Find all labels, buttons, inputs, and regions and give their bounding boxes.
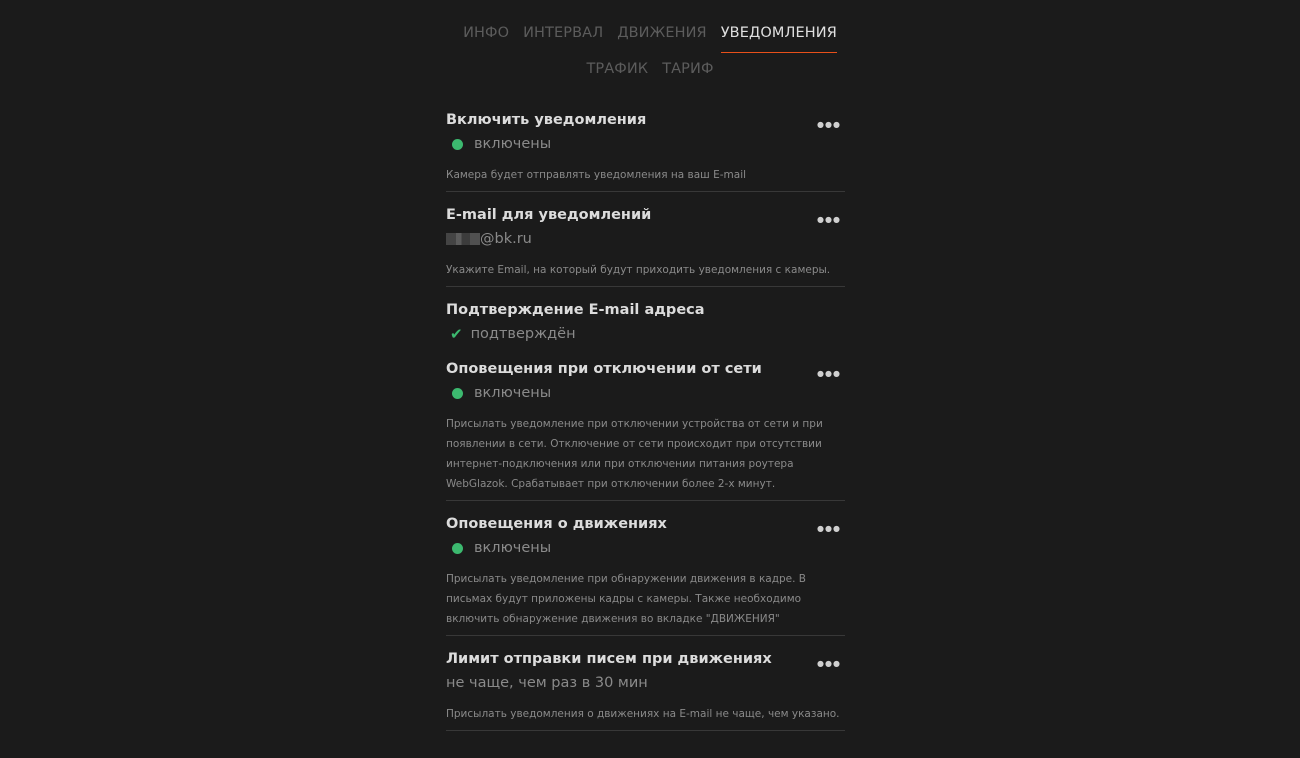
setting-description: Укажите Email, на который будут приходить уведомления с камеры. bbox=[446, 264, 831, 276]
status-dot-icon bbox=[452, 388, 463, 399]
setting-status bbox=[446, 381, 845, 405]
setting-motion-email-limit bbox=[446, 636, 845, 731]
setting-offline-alerts bbox=[446, 346, 845, 501]
status-dot-icon bbox=[452, 139, 463, 150]
redacted-email bbox=[446, 233, 480, 245]
tab-traffic[interactable]: ТРАФИК bbox=[586, 61, 649, 77]
more-options-icon[interactable]: ●●● bbox=[817, 369, 841, 378]
email-domain: @bk.ru bbox=[480, 231, 532, 247]
setting-email bbox=[446, 192, 845, 287]
setting-title: Оповещения о движениях bbox=[446, 516, 667, 532]
tab-motion[interactable]: ДВИЖЕНИЯ bbox=[617, 25, 707, 41]
setting-status bbox=[446, 132, 845, 156]
checkmark-icon: ✔ bbox=[450, 325, 463, 343]
tab-tariff[interactable]: ТАРИФ bbox=[662, 61, 714, 77]
setting-title: E-mail для уведомлений bbox=[446, 207, 652, 223]
setting-description: Камера будет отправлять уведомления на ваш E-mail bbox=[446, 169, 747, 181]
more-options-icon[interactable]: ●●● bbox=[817, 120, 841, 129]
tab-notifications[interactable]: УВЕДОМЛЕНИЯ bbox=[721, 20, 837, 53]
setting-title: Лимит отправки писем при движениях bbox=[446, 651, 772, 667]
setting-description: Присылать уведомления о движениях на E-mail не чаще, чем указано. bbox=[446, 708, 840, 720]
status-text: включены bbox=[474, 540, 552, 556]
setting-title: Включить уведомления bbox=[446, 112, 647, 128]
setting-value: не чаще, чем раз в 30 мин bbox=[446, 675, 648, 691]
more-options-icon[interactable]: ●●● bbox=[817, 215, 841, 224]
setting-status bbox=[446, 322, 845, 346]
tab-bar bbox=[0, 20, 1300, 92]
setting-value bbox=[446, 227, 845, 251]
tab-interval[interactable]: ИНТЕРВАЛ bbox=[523, 25, 604, 41]
setting-email-confirmation bbox=[446, 287, 845, 346]
setting-motion-alerts bbox=[446, 501, 845, 636]
setting-title: Оповещения при отключении от сети bbox=[446, 361, 762, 377]
more-options-icon[interactable]: ●●● bbox=[817, 659, 841, 668]
status-text: включены bbox=[474, 385, 552, 401]
settings-list bbox=[446, 97, 845, 731]
setting-title: Подтверждение E-mail адреса bbox=[446, 302, 705, 318]
status-text: подтверждён bbox=[470, 326, 576, 342]
tab-info[interactable]: ИНФО bbox=[463, 25, 510, 41]
setting-enable-notifications bbox=[446, 97, 845, 192]
setting-status bbox=[446, 536, 845, 560]
more-options-icon[interactable]: ●●● bbox=[817, 524, 841, 533]
setting-description: Присылать уведомление при обнаружении движения в кадре. В письмах будут приложены кадры с камеры. Также необходимо включить обнаружение движения во вкладке "ДВИЖЕНИЯ" bbox=[446, 573, 806, 625]
setting-description: Присылать уведомление при отключении устройства от сети и при появлении в сети. Отключение от сети происходит при отсутствии интернет-подключения или при отключении питания роутера WebGlazok. Срабатывает при отключении более 2-х минут. bbox=[446, 418, 823, 490]
status-dot-icon bbox=[452, 543, 463, 554]
status-text: включены bbox=[474, 136, 552, 152]
